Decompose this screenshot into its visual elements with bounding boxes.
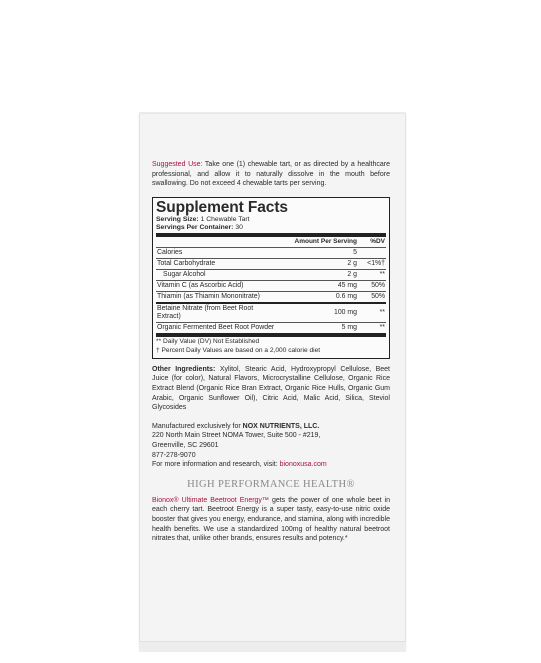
nutrient-name: Thiamin (as Thiamin Mononitrate) bbox=[156, 291, 276, 303]
nutrient-table-header bbox=[156, 237, 386, 248]
nutrient-amount: 5 mg bbox=[276, 322, 358, 333]
label-content bbox=[152, 160, 390, 544]
product-description bbox=[152, 496, 390, 544]
nutrient-dv: ** bbox=[358, 303, 386, 323]
serving-size-label: Serving Size: bbox=[156, 215, 199, 223]
manufacturer-prefix: Manufactured exclusively for bbox=[152, 422, 243, 430]
suggested-use-label: Suggested Use: bbox=[152, 161, 203, 168]
other-ingredients-label: Other Ingredients: bbox=[152, 365, 216, 373]
manufacturer-info bbox=[152, 422, 390, 470]
nutrient-dv: <1%† bbox=[358, 258, 386, 269]
nutrient-amount: 0.6 mg bbox=[276, 291, 358, 303]
nutrient-table bbox=[156, 237, 386, 333]
phone-number: 877-278-9070 bbox=[152, 451, 196, 459]
brand-name: Bionox® Ultimate Beetroot Energy™ bbox=[152, 496, 269, 504]
other-ingredients bbox=[152, 365, 390, 413]
nutrient-name: Total Carbohydrate bbox=[156, 258, 276, 269]
table-row bbox=[156, 303, 386, 323]
address-line-2: Greenville, SC 29601 bbox=[152, 441, 219, 449]
suggested-use-text: Take one (1) chewable tart, or as directed by a healthcare professional, and allow it to naturally dissolve in the mouth before swallowing. Do not exceed 4 chewable tarts per serving. bbox=[152, 161, 391, 188]
nutrient-name: Sugar Alcohol bbox=[156, 269, 276, 280]
table-row bbox=[156, 322, 386, 333]
dv-note-calorie-diet: † Percent Daily Values are based on a 2,000 calorie diet bbox=[156, 346, 321, 354]
other-ingredients-text: Xylitol, Stearic Acid, Hydroxypropyl Cellulose, Beet Juice (for color), Natural Flavors, Microcrystalline Cellulose, Organic Rice Extract Blend (Organic Rice Bran Extract, Organic Rice Hulls, Organic Gum Arabic, Organic Sunflower Oil), Citric Acid, Malic Acid, Silica, Steviol Glycosides bbox=[152, 365, 390, 412]
manufacturer-name: NOX NUTRIENTS, LLC. bbox=[242, 422, 320, 430]
table-row bbox=[156, 247, 386, 258]
nutrient-dv: ** bbox=[358, 322, 386, 333]
nutrient-amount: 2 g bbox=[276, 258, 358, 269]
supplement-facts-panel bbox=[152, 197, 390, 359]
serving-size-value: 1 Chewable Tart bbox=[198, 215, 250, 223]
nutrient-dv bbox=[358, 247, 386, 258]
nutrient-amount: 2 g bbox=[276, 269, 358, 280]
servings-label: Servings Per Container: bbox=[156, 224, 234, 232]
description-text: gets the power of one whole beet in each cherry tart. Beetroot Energy is a super tasty, easy-to-use nitric oxide booster that gives you energy, endurance, and stamina, along with incredible health benefits. We use a standardized 100mg of healthy natural beetroot nitrates that, unlike other brands, ensures results and potency.* bbox=[152, 496, 390, 543]
box-bottom-edge bbox=[139, 641, 406, 652]
nutrient-amount: 100 mg bbox=[276, 303, 358, 323]
table-row bbox=[156, 269, 386, 280]
serving-size bbox=[156, 216, 386, 225]
dv-note-not-established: ** Daily Value (DV) Not Established bbox=[156, 337, 260, 345]
col-amount-header: Amount Per Serving bbox=[294, 237, 357, 245]
nutrient-name: Vitamin C (as Ascorbic Acid) bbox=[156, 280, 276, 291]
nutrient-name: Organic Fermented Beet Root Powder bbox=[157, 323, 275, 331]
servings-value: 30 bbox=[233, 224, 243, 232]
manufacturer-line bbox=[152, 422, 390, 432]
servings-per-container bbox=[156, 224, 386, 233]
nutrient-name: Calories bbox=[156, 247, 276, 258]
table-row bbox=[156, 291, 386, 303]
address-line-1: 220 North Main Street NOMA Tower, Suite 500 - #219, bbox=[152, 432, 321, 440]
nutrient-name: Betaine Nitrate (from Beet Root Extract) bbox=[156, 303, 276, 323]
info-line bbox=[152, 460, 390, 470]
nutrient-dv: 50% bbox=[358, 280, 386, 291]
table-row bbox=[156, 258, 386, 269]
table-row bbox=[156, 280, 386, 291]
col-dv-header: %DV bbox=[370, 237, 385, 245]
nutrient-dv: ** bbox=[358, 269, 386, 280]
nutrient-amount: 5 bbox=[276, 247, 358, 258]
supplement-facts-title: Supplement Facts bbox=[156, 198, 288, 216]
suggested-use bbox=[152, 160, 390, 189]
nutrient-dv: 50% bbox=[358, 291, 386, 303]
nutrient-amount: 45 mg bbox=[276, 280, 358, 291]
tagline: HIGH PERFORMANCE HEALTH® bbox=[187, 478, 355, 490]
info-prefix: For more information and research, visit: bbox=[152, 461, 280, 469]
website-link[interactable]: bionoxusa.com bbox=[279, 461, 327, 469]
